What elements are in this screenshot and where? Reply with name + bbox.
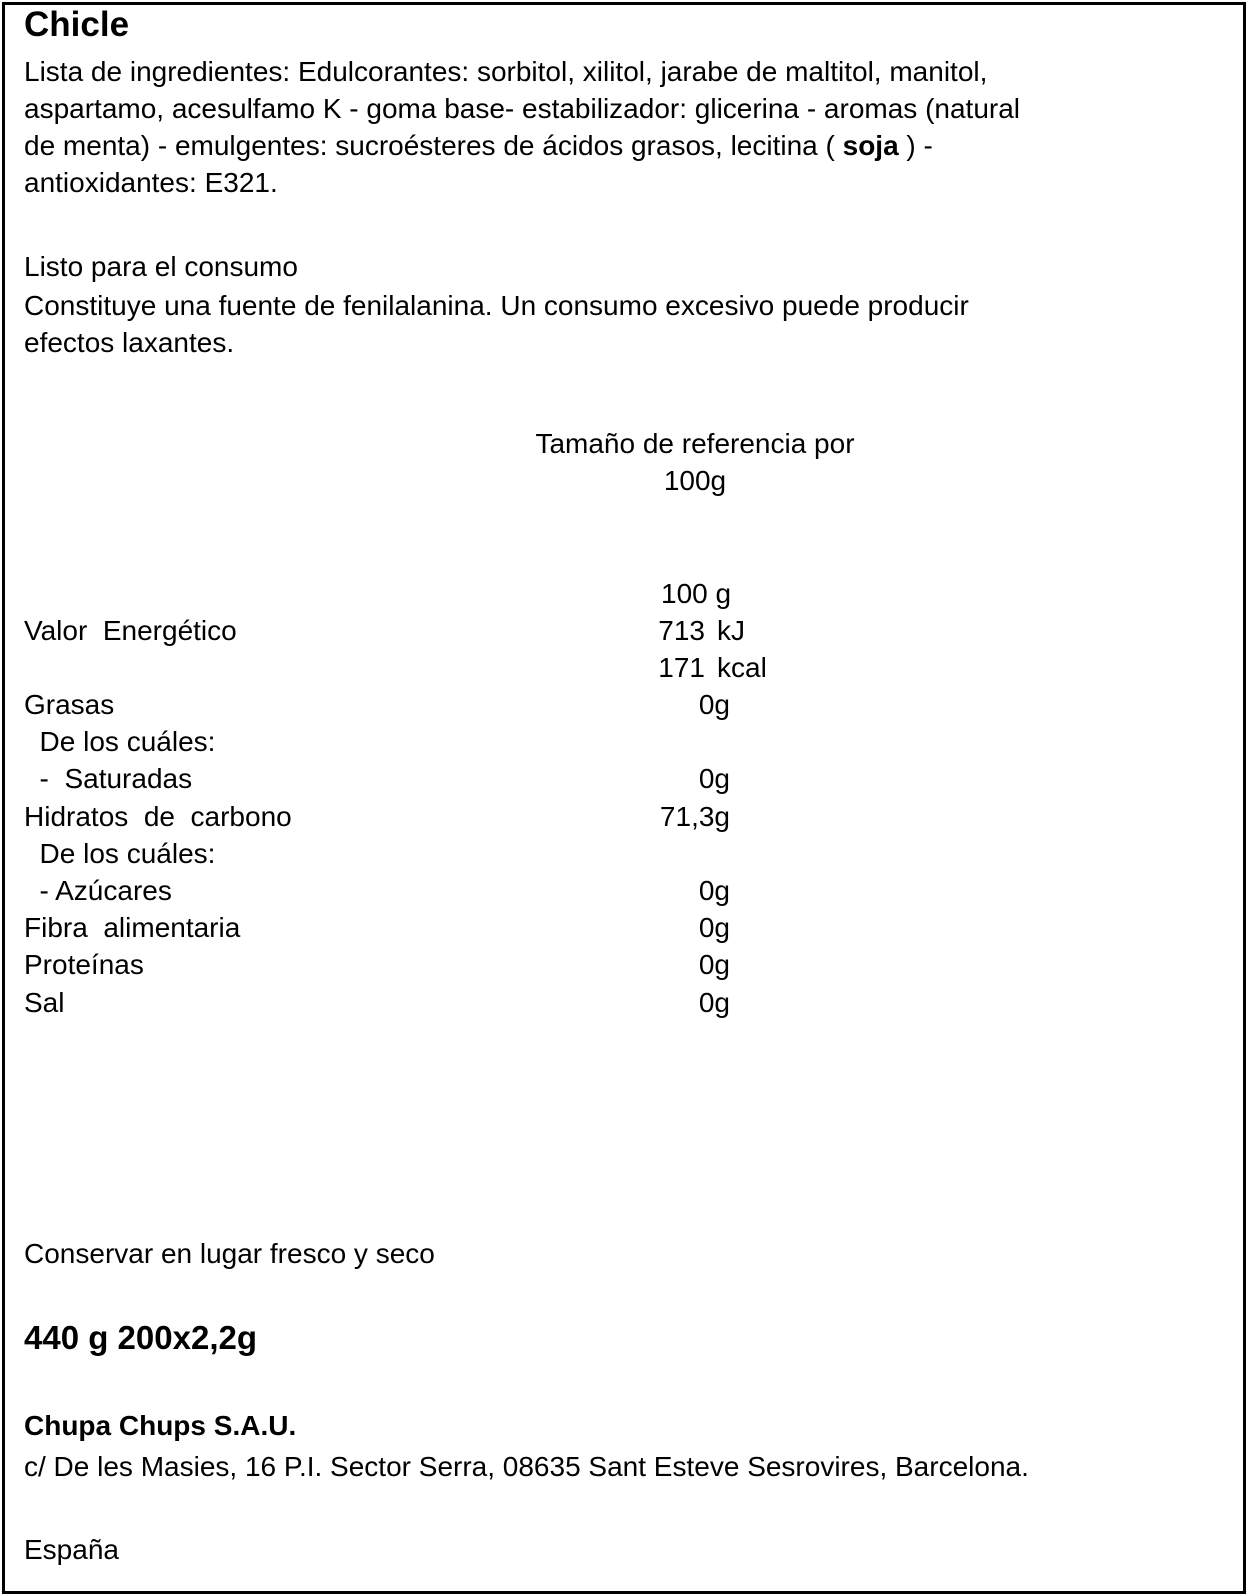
nutrition-row-value: 71,3g xyxy=(659,801,730,832)
product-title: Chicle xyxy=(24,5,130,44)
nutrition-row-label: Fibra alimentaria xyxy=(24,912,241,943)
allergen-soja: soja xyxy=(842,130,899,161)
ingredients-line-3-end: ) - xyxy=(898,130,933,161)
energy-kj-unit: kJ xyxy=(717,615,745,646)
nutrition-row-value: 0g xyxy=(698,949,730,980)
ingredients-line-3 xyxy=(24,127,1020,164)
nutrition-row-label: Grasas xyxy=(24,689,115,720)
nutrition-row-label: De los cuáles: xyxy=(24,726,216,757)
ingredients-line-1: Lista de ingredientes: Edulcorantes: sorbitol, xilitol, jarabe de maltitol, manitol, xyxy=(24,56,988,87)
energy-label: Valor Energético xyxy=(24,615,237,646)
nutrition-column-header: 100 g xyxy=(661,578,732,609)
warning-text xyxy=(24,287,969,361)
nutrition-row-value: 0g xyxy=(698,912,730,943)
nutrition-reference-line-2: 100g xyxy=(663,465,727,496)
nutrition-row-label: Hidratos de carbono xyxy=(24,801,292,832)
nutrition-row-value: 0g xyxy=(698,763,730,794)
ingredients-line-2: aspartamo, acesulfamo K - goma base- estabilizador: glicerina - aromas (natural xyxy=(24,93,1021,124)
net-weight: 440 g 200x2,2g xyxy=(24,1319,257,1356)
nutrition-row-value: 0g xyxy=(698,689,730,720)
energy-kj-value: 713 xyxy=(658,615,705,646)
nutrition-row-value: 0g xyxy=(698,875,730,906)
warning-line-1: Constituye una fuente de fenilalanina. Un consumo excesivo puede producir xyxy=(24,290,969,321)
nutrition-row-label: Proteínas xyxy=(24,949,144,980)
nutrition-row-value: 0g xyxy=(698,987,730,1018)
manufacturer-country: España xyxy=(24,1534,119,1565)
ingredients-line-4: antioxidantes: E321. xyxy=(24,167,278,198)
energy-kcal-value: 171 xyxy=(658,652,705,683)
nutrition-row-label: De los cuáles: xyxy=(24,838,216,869)
nutrition-reference-line-1: Tamaño de referencia por xyxy=(535,428,855,459)
nutrition-reference xyxy=(480,425,910,499)
manufacturer-address: c/ De les Masies, 16 P.I. Sector Serra, 08635 Sant Esteve Sesrovires, Barcelona. xyxy=(24,1451,1029,1482)
storage-text: Conservar en lugar fresco y seco xyxy=(24,1238,435,1269)
nutrition-row-label: - Saturadas xyxy=(24,763,193,794)
nutrition-row-label: - Azúcares xyxy=(24,875,172,906)
nutrition-row-label: Sal xyxy=(24,987,65,1018)
ingredients-line-3-start: de menta) - emulgentes: sucroésteres de ácidos grasos, lecitina ( xyxy=(24,130,843,161)
ingredients-list xyxy=(24,53,1020,201)
usage-text: Listo para el consumo xyxy=(24,251,298,282)
energy-kcal-unit: kcal xyxy=(717,652,767,683)
warning-line-2: efectos laxantes. xyxy=(24,327,235,358)
manufacturer-name: Chupa Chups S.A.U. xyxy=(24,1410,297,1441)
